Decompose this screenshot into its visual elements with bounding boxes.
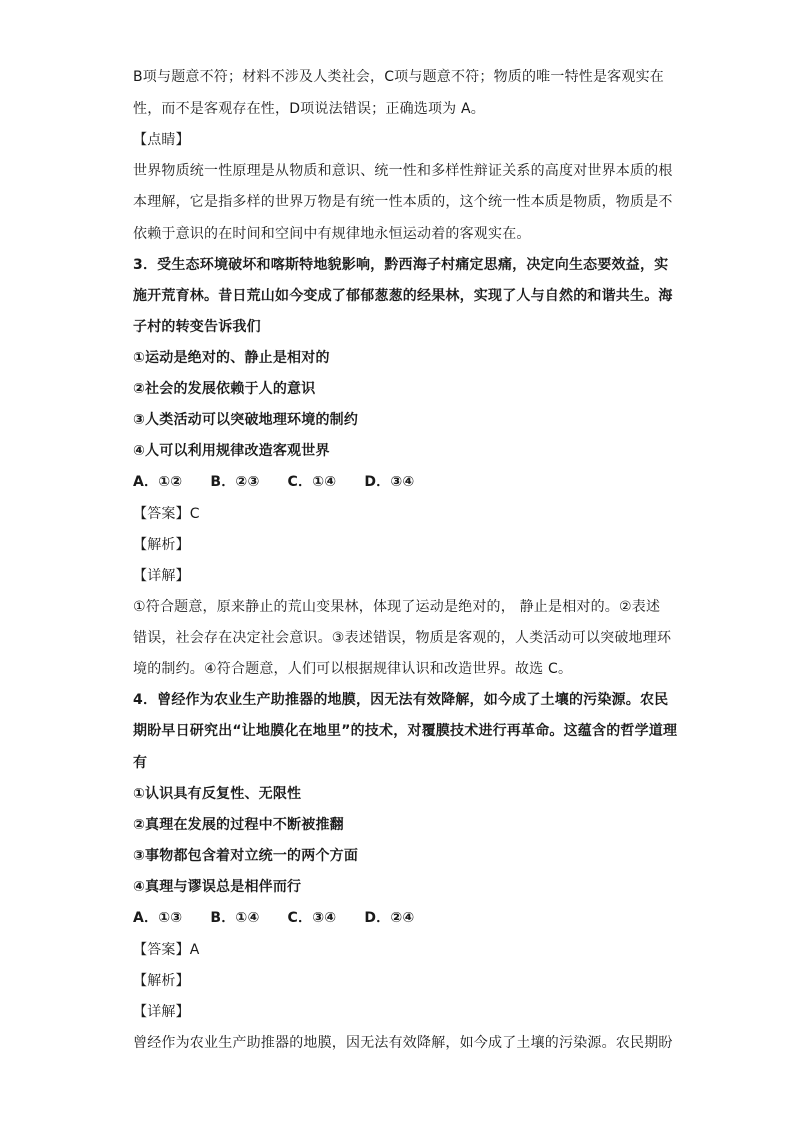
detail-label: 【详解】 xyxy=(133,1004,190,1020)
option-a: A．①③ xyxy=(133,910,183,926)
explanation-line: B项与题意不符；材料不涉及人类社会，C项与题意不符；物质的唯一特性是客观实在 xyxy=(133,69,664,85)
detail-line: ①符合题意，原来静止的荒山变果林，体现了运动是绝对的， 静止是相对的。②表述 xyxy=(133,599,661,615)
option-b: B．①④ xyxy=(210,910,260,926)
answer-label: 【答案】C xyxy=(133,506,200,522)
question-4-stem: 有 xyxy=(133,755,148,771)
option-a: A．①② xyxy=(133,474,183,490)
question-4-item: ②真理在发展的过程中不断被推翻 xyxy=(133,817,344,833)
question-3-item: ①运动是绝对的、静止是相对的 xyxy=(133,350,330,366)
option-c: C．①④ xyxy=(287,474,337,490)
question-3-stem: 施开荒育林。昔日荒山如今变成了郁郁葱葱的经果林，实现了人与自然的和谐共生。海 xyxy=(133,288,673,304)
explanation-line: 性，而不是客观存在性，D项说法错误；正确选项为 A。 xyxy=(133,101,486,117)
dianjing-line: 本理解，它是指多样的世界万物是有统一性本质的，这个统一性本质是物质，物质是不 xyxy=(133,194,673,210)
question-3-options xyxy=(133,472,663,492)
option-b: B．②③ xyxy=(210,474,260,490)
detail-line: 错误，社会存在决定社会意识。③表述错误，物质是客观的，人类活动可以突破地理环 xyxy=(133,630,672,646)
question-3-item: ③人类活动可以突破地理环境的制约 xyxy=(133,412,359,428)
detail-line: 曾经作为农业生产助推器的地膜，因无法有效降解，如今成了土壤的污染源。农民期盼 xyxy=(133,1035,673,1051)
analysis-label: 【解析】 xyxy=(133,537,190,553)
question-4-stem: 期盼早日研究出“让地膜化在地里”的技术，对覆膜技术进行再革命。这蕴含的哲学道理 xyxy=(133,723,678,739)
dianjing-label: 【点睛】 xyxy=(133,132,190,148)
question-4-stem: 4．曾经作为农业生产助推器的地膜，因无法有效降解，如今成了土壤的污染源。农民 xyxy=(133,692,669,708)
detail-line: 境的制约。④符合题意，人们可以根据规律认识和改造世界。故选 C。 xyxy=(133,661,573,677)
analysis-label: 【解析】 xyxy=(133,973,190,989)
question-3-item: ④人可以利用规律改造客观世界 xyxy=(133,443,330,459)
question-4-options xyxy=(133,908,663,928)
question-3-stem: 子村的转变告诉我们 xyxy=(133,319,261,335)
question-4-item: ④真理与谬误总是相伴而行 xyxy=(133,879,302,895)
question-3-item: ②社会的发展依赖于人的意识 xyxy=(133,381,316,397)
question-4-item: ①认识具有反复性、无限性 xyxy=(133,786,302,802)
option-d: D．②④ xyxy=(364,910,415,926)
dianjing-line: 世界物质统一性原理是从物质和意识、统一性和多样性辩证关系的高度对世界本质的根 xyxy=(133,163,673,179)
answer-label: 【答案】A xyxy=(133,942,200,958)
option-d: D．③④ xyxy=(364,474,415,490)
detail-label: 【详解】 xyxy=(133,568,190,584)
option-c: C．③④ xyxy=(287,910,337,926)
question-4-item: ③事物都包含着对立统一的两个方面 xyxy=(133,848,359,864)
dianjing-line: 依赖于意识的在时间和空间中有规律地永恒运动着的客观实在。 xyxy=(133,226,531,242)
question-3-stem: 3．受生态环境破坏和喀斯特地貌影响，黔西海子村痛定思痛，决定向生态要效益，实 xyxy=(133,257,669,273)
